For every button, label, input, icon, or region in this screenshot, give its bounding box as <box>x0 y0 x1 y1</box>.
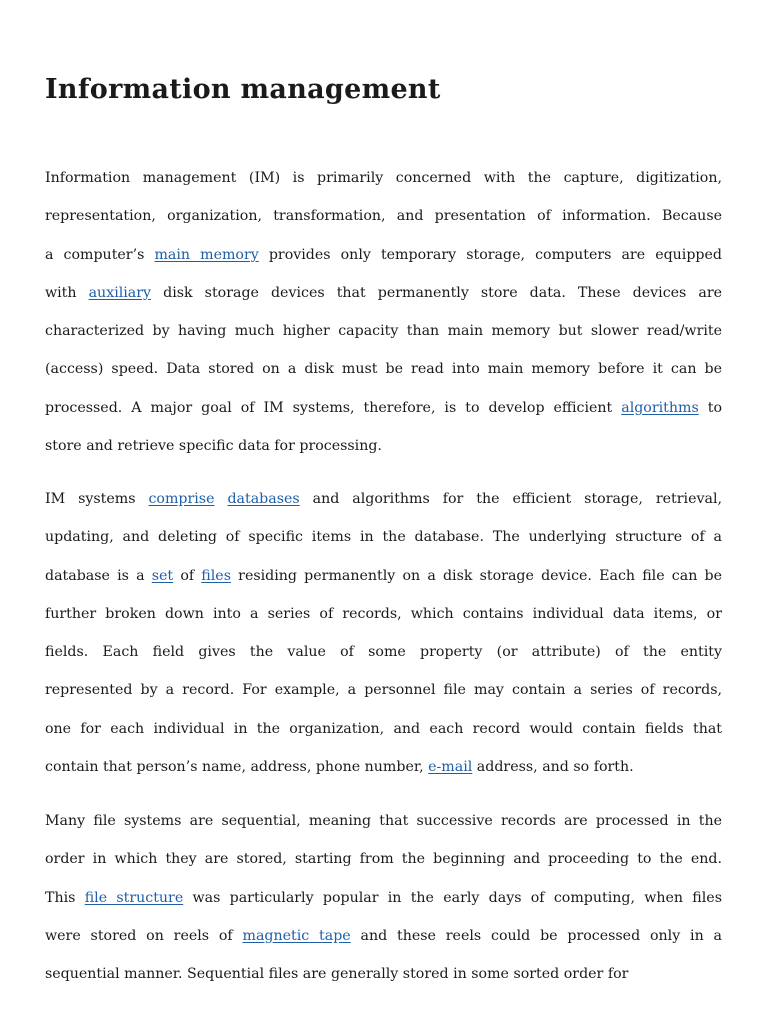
text-run: address, and so forth. <box>472 759 634 776</box>
link-databases[interactable]: databases <box>227 491 300 507</box>
text-run: This <box>45 889 85 906</box>
paragraph-2 <box>45 489 722 795</box>
text-run: representation, organization, transformation, and presentation of information. Because <box>45 208 722 225</box>
page-title: Information management <box>45 74 441 105</box>
text-run: order in which they are stored, starting from the beginning and proceeding to the end. <box>45 851 722 868</box>
text-run: to <box>698 399 722 416</box>
text-line <box>45 642 722 680</box>
link-e-mail[interactable]: e-mail <box>428 759 473 776</box>
text-line <box>45 604 722 642</box>
text-run: represented by a record. For example, a personnel file may contain a series of records, <box>45 682 722 699</box>
text-line <box>45 849 722 887</box>
link-files[interactable]: files <box>201 567 231 584</box>
text-run: was particularly popular in the early days of computing, when files <box>183 889 722 906</box>
text-run: Many file systems are sequential, meaning that successive records are processed in the <box>45 813 722 829</box>
text-run: with <box>45 284 89 301</box>
text-line <box>45 321 722 359</box>
text-line <box>45 926 722 964</box>
link-algorithms[interactable]: algorithms <box>621 399 699 416</box>
text-run: Information management (IM) is primarily concerned with the capture, digitization, <box>45 170 722 186</box>
text-line <box>45 680 722 718</box>
text-run: database is a <box>45 567 152 584</box>
link-auxiliary[interactable]: auxiliary <box>88 284 152 301</box>
text-run: store and retrieve specific data for processing. <box>45 438 382 455</box>
text-line <box>45 245 722 283</box>
text-run: and algorithms for the efficient storage, retrieval, <box>299 491 722 507</box>
text-line <box>45 964 722 1002</box>
text-run: one for each individual in the organization, and each record would contain fields that <box>45 720 722 737</box>
text-run: sequential manner. Sequential files are generally stored in some sorted order for <box>45 966 629 983</box>
text-line <box>45 168 722 206</box>
text-line <box>45 527 722 565</box>
link-main-memory[interactable]: main memory <box>154 246 259 263</box>
text-run: processed. A major goal of IM systems, therefore, is to develop efficient <box>45 399 622 416</box>
text-line <box>45 811 722 849</box>
text-line <box>45 719 722 757</box>
text-run: a computer’s <box>45 246 155 263</box>
text-line <box>45 283 722 321</box>
text-run: were stored on reels of <box>45 927 243 944</box>
text-line <box>45 888 722 926</box>
text-run: disk storage devices that permanently store data. These devices are <box>151 284 723 301</box>
text-run: and these reels could be processed only in a <box>350 927 723 944</box>
text-run: of <box>173 567 202 584</box>
text-line <box>45 489 722 527</box>
link-set[interactable]: set <box>151 567 174 584</box>
text-run: further broken down into a series of records, which contains individual data items, or <box>45 605 722 622</box>
text-run: residing permanently on a disk storage device. Each file can be <box>230 567 722 584</box>
text-run: fields. Each field gives the value of some property (or attribute) of the entity <box>45 644 722 661</box>
text-run: contain that person’s name, address, phone number, <box>45 759 429 776</box>
link-file-structure[interactable]: file structure <box>84 889 184 906</box>
paragraph-1 <box>45 168 722 474</box>
text-run: updating, and deleting of specific items in the database. The underlying structure of a <box>45 529 722 546</box>
text-line <box>45 206 722 244</box>
link-comprise[interactable]: comprise <box>148 491 215 507</box>
paragraph-3 <box>45 811 722 1002</box>
text-line <box>45 436 722 474</box>
text-run: IM systems <box>45 491 149 507</box>
text-line <box>45 359 722 397</box>
text-run: provides only temporary storage, computers are equipped <box>258 246 722 263</box>
text-run: (access) speed. Data stored on a disk must be read into main memory before it can be <box>45 361 722 378</box>
link-magnetic-tape[interactable]: magnetic tape <box>242 927 351 944</box>
text-line <box>45 757 722 795</box>
text-run: characterized by having much higher capacity than main memory but slower read/write <box>45 323 722 340</box>
text-line <box>45 566 722 604</box>
text-line <box>45 398 722 436</box>
text-run <box>215 491 228 507</box>
